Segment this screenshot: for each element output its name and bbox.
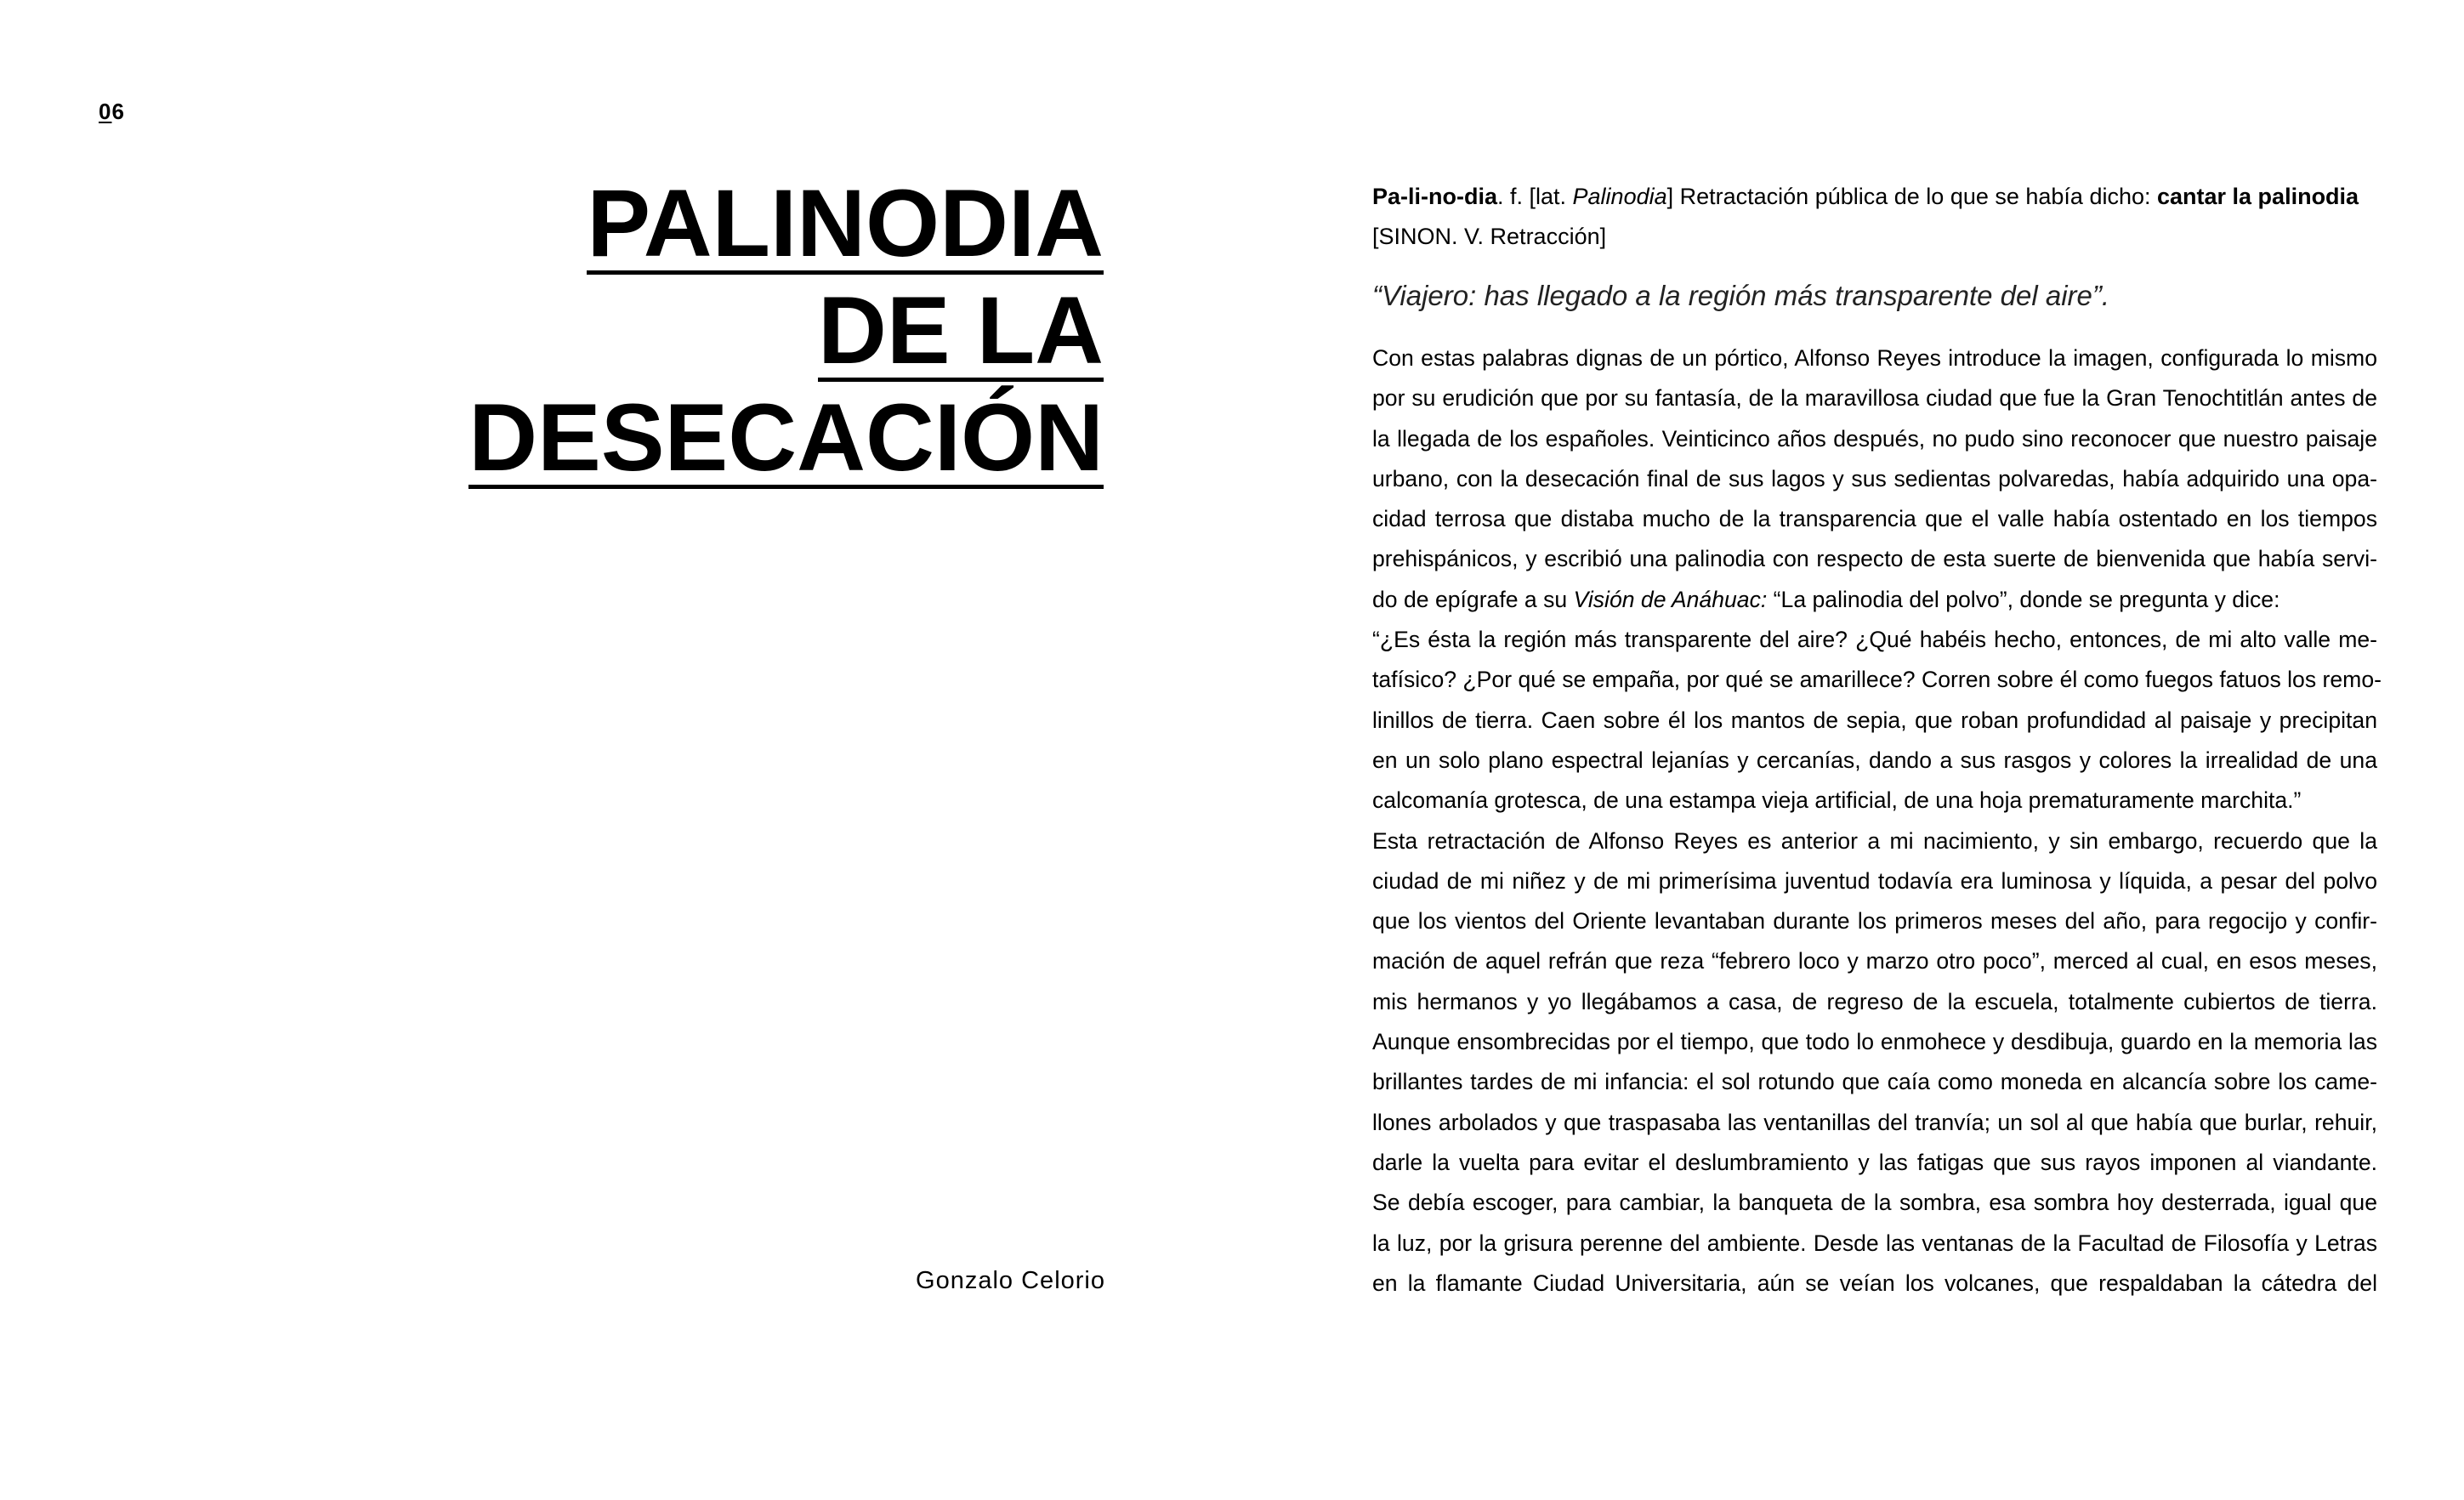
body-line: mación de aquel refrán que reza “febrero loco y marzo otro poco”, merced al cual, en esos meses,: [1372, 948, 2377, 974]
body-line: prehispánicos, y escribió una palinodia con respecto de esta suerte de bienvenida que había servi-: [1372, 546, 2377, 572]
title-line-1: [468, 170, 1104, 277]
body-line-vision-before: do de epígrafe a su: [1372, 586, 1574, 612]
body-line: que los vientos del Oriente levantaban durante los primeros meses del año, para regocijo y confir-: [1372, 908, 2377, 935]
body-line: Aunque ensombrecidas por el tiempo, que todo lo enmohece y desdibuja, guardo en la memoria las: [1372, 1029, 2377, 1055]
title-line-3-text: DESECACIÓN: [468, 384, 1104, 491]
title-line-1-text: PALINODIA: [587, 170, 1104, 276]
definition-synonym: [SINON. V. Retracción]: [1372, 224, 1607, 249]
title-line-2-text: DE LA: [818, 277, 1104, 384]
page-number: [99, 100, 125, 122]
definition-example: cantar la palinodia: [2157, 184, 2359, 209]
definition-grammar: . f. [lat.: [1497, 184, 1573, 209]
body-line: tafísico? ¿Por qué se empaña, por qué se amarillece? Corren sobre él como fuegos fatuos los remo-: [1372, 667, 2382, 693]
body-line: Con estas palabras dignas de un pórtico, Alfonso Reyes introduce la imagen, configurada lo mismo: [1372, 345, 2377, 371]
body-line: la llegada de los españoles. Veinticinco años después, no pudo sino reconocer que nuestro paisaje: [1372, 425, 2377, 452]
body-line: linillos de tierra. Caen sobre él los mantos de sepia, que roban profundidad al paisaje y precipitan: [1372, 707, 2377, 733]
text-column: [1372, 177, 2382, 1304]
headword: Pa-li-no-dia: [1372, 184, 1497, 209]
body-line: por su erudición que por su fantasía, de la maravillosa ciudad que fue la Gran Tenochtitlán antes de: [1372, 385, 2377, 412]
body-line: brillantes tardes de mi infancia: el sol rotundo que caía como moneda en alcancía sobre los came-: [1372, 1069, 2377, 1095]
body-line: en un solo plano espectral lejanías y cercanías, dando a sus rasgos y colores la irrealidad de una: [1372, 747, 2377, 773]
body-line-vision-after: “La palinodia del polvo”, donde se pregunta y dice:: [1767, 586, 2280, 612]
body-line: darle la vuelta para evitar el deslumbramiento y las fatigas que sus rayos imponen al viandante.: [1372, 1149, 2377, 1175]
dictionary-definition: [1372, 177, 2377, 257]
chapter-title: [468, 170, 1104, 491]
body-line: en la flamante Ciudad Universitaria, aún se veían los volcanes, que respaldaban la cátedra del: [1372, 1270, 2377, 1296]
body-line: mis hermanos y yo llegábamos a casa, de regreso de la escuela, totalmente cubiertos de tierra.: [1372, 988, 2377, 1014]
latin-term: Palinodia: [1572, 184, 1667, 209]
title-line-2: [468, 277, 1104, 384]
body-line: la luz, por la grisura perenne del ambiente. Desde las ventanas de la Facultad de Filosofía y Letras: [1372, 1230, 2377, 1256]
page-number-rest: 6: [111, 99, 125, 124]
author-name: Gonzalo Celorio: [916, 1267, 1105, 1294]
body-line: ciudad de mi niñez y de mi primerísima juventud todavía era luminosa y líquida, a pesar del polvo: [1372, 867, 2377, 894]
page-number-first-digit: 0: [99, 99, 112, 124]
definition-meaning: ] Retractación pública de lo que se había dicho:: [1666, 184, 2157, 209]
title-line-3: [468, 384, 1104, 491]
body-line: llones arbolados y que traspasaba las ventanillas del tranvía; un sol al que había que burlar, rehuir,: [1372, 1109, 2377, 1135]
body-line: cidad terrosa que distaba mucho de la transparencia que el valle había ostentado en los tiempos: [1372, 506, 2377, 532]
body-line: urbano, con la desecación final de sus lagos y sus sedientas polvaredas, había adquirido una opa-: [1372, 465, 2377, 491]
body-text: [1372, 338, 2382, 1304]
body-line: Se debía escoger, para cambiar, la banqueta de la sombra, esa sombra hoy desterrada, igual que: [1372, 1190, 2377, 1216]
body-line: “¿Es ésta la región más transparente del aire? ¿Qué habéis hecho, entonces, de mi alto valle me-: [1372, 627, 2377, 653]
body-line: calcomanía grotesca, de una estampa vieja artificial, de una hoja prematuramente marchita.”: [1372, 787, 2302, 814]
epigraph: “Viajero: has llegado a la región más transparente del aire”.: [1372, 280, 2110, 311]
body-line-vision: [1372, 580, 2377, 620]
body-line: Esta retractación de Alfonso Reyes es anterior a mi nacimiento, y sin embargo, recuerdo que la: [1372, 827, 2377, 854]
book-title-vision-de-anahuac: Visión de Anáhuac:: [1573, 586, 1768, 612]
